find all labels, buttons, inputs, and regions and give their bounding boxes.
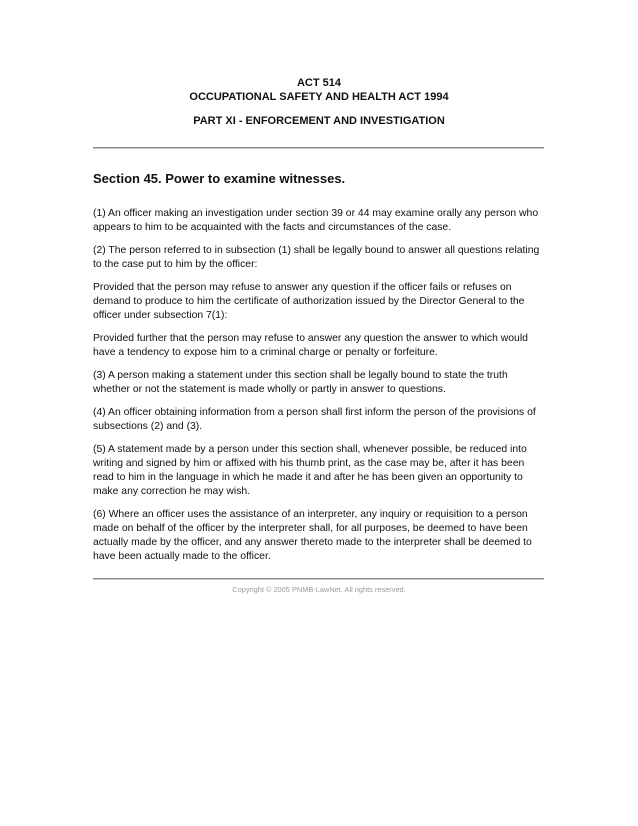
act-number: ACT 514 bbox=[296, 77, 342, 89]
top-divider bbox=[93, 147, 544, 149]
paragraph-proviso-1: Provided that the person may refuse to answer any question if the officer fails or refuses on demand to produce to him the certificate of authorization issued by the Director General to the officer under subsection 7(1): bbox=[93, 282, 525, 321]
paragraph-5: (5) A statement made by a person under this section shall, whenever possible, be reduced into writing and signed by him or affixed with his thumb print, as the case may be, after it has been read to him in the language in which he made it and after he has been given an opportunity to make any correction he may wish. bbox=[93, 444, 527, 497]
paragraph-2: (2) The person referred to in subsection (1) shall be legally bound to answer all questions relating to the case put to him by the officer: bbox=[93, 245, 540, 270]
copyright-footer: Copyright © 2005 PNMB-LawNet. All rights reserved. bbox=[232, 585, 406, 594]
act-title: OCCUPATIONAL SAFETY AND HEALTH ACT 1994 bbox=[189, 91, 449, 103]
paragraph-3: (3) A person making a statement under this section shall be legally bound to state the truth whether or not the statement is made wholly or partly in answer to questions. bbox=[93, 370, 508, 395]
bottom-divider bbox=[93, 578, 544, 580]
section-title: Section 45. Power to examine witnesses. bbox=[93, 171, 346, 186]
paragraph-proviso-2: Provided further that the person may refuse to answer any question the answer to which would have a tendency to expose him to a criminal charge or penalty or forfeiture. bbox=[93, 333, 528, 358]
section-body bbox=[93, 207, 553, 573]
paragraph-4: (4) An officer obtaining information from a person shall first inform the person of the provisions of subsections (2) and (3). bbox=[93, 407, 536, 432]
paragraph-6: (6) Where an officer uses the assistance of an interpreter, any inquiry or requisition to a person made on behalf of the officer by the interpreter shall, for all purposes, be deemed to have been actually made by the officer, and any answer thereto made to the interpreter shall be deemed to have been actually made to the officer. bbox=[93, 509, 532, 562]
part-title: PART XI - ENFORCEMENT AND INVESTIGATION bbox=[193, 115, 445, 127]
paragraph-1: (1) An officer making an investigation under section 39 or 44 may examine orally any person who appears to him to be acquainted with the facts and circumstances of the case. bbox=[93, 208, 539, 233]
